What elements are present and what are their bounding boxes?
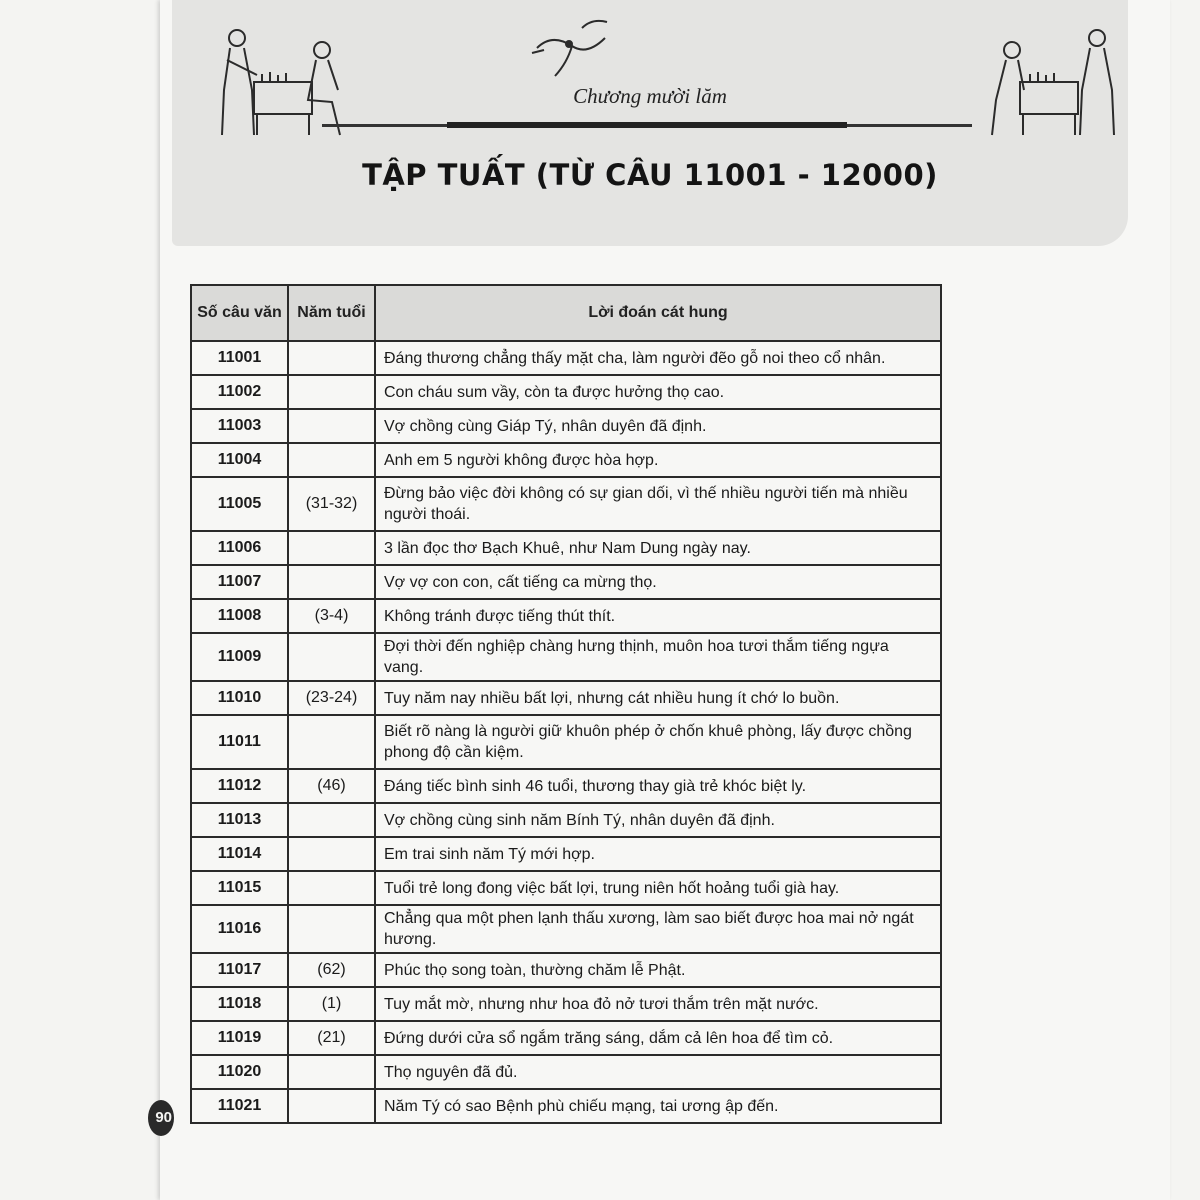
table-row <box>191 1021 941 1055</box>
chapter-rule-accent <box>447 122 847 128</box>
cell-age <box>288 409 375 443</box>
table-row <box>191 871 941 905</box>
cell-number: 11003 <box>191 409 288 443</box>
bird-illustration <box>527 8 617 83</box>
chess-players-illustration-left <box>212 20 352 140</box>
cell-number: 11011 <box>191 715 288 769</box>
cell-number: 11021 <box>191 1089 288 1123</box>
cell-prediction: Em trai sinh năm Tý mới hợp. <box>375 837 941 871</box>
cell-number: 11002 <box>191 375 288 409</box>
book-page <box>160 0 1170 1200</box>
table-row <box>191 769 941 803</box>
cell-number: 11019 <box>191 1021 288 1055</box>
cell-number: 11010 <box>191 681 288 715</box>
table-row <box>191 531 941 565</box>
cell-prediction: Đợi thời đến nghiệp chàng hưng thịnh, muôn hoa tươi thắm tiếng ngựa vang. <box>375 633 941 681</box>
table-row <box>191 477 941 531</box>
table-body <box>191 341 941 1123</box>
cell-number: 11016 <box>191 905 288 953</box>
cell-age <box>288 633 375 681</box>
cell-age <box>288 531 375 565</box>
cell-age <box>288 715 375 769</box>
table-row <box>191 803 941 837</box>
cell-prediction: Tuổi trẻ long đong việc bất lợi, trung niên hốt hoảng tuổi già hay. <box>375 871 941 905</box>
cell-prediction: Thọ nguyên đã đủ. <box>375 1055 941 1089</box>
column-header-age: Năm tuổi <box>288 285 375 341</box>
table-row <box>191 1055 941 1089</box>
cell-number: 11001 <box>191 341 288 375</box>
cell-prediction: Vợ vợ con con, cất tiếng ca mừng thọ. <box>375 565 941 599</box>
chapter-label: Chương mười lăm <box>573 84 727 108</box>
table-row <box>191 987 941 1021</box>
cell-age: (23-24) <box>288 681 375 715</box>
cell-age: (1) <box>288 987 375 1021</box>
cell-age <box>288 871 375 905</box>
cell-prediction: Tuy mắt mờ, nhưng như hoa đỏ nở tươi thắm trên mặt nước. <box>375 987 941 1021</box>
page-number: 90 <box>148 1100 174 1136</box>
cell-age <box>288 837 375 871</box>
cell-prediction: Biết rõ nàng là người giữ khuôn phép ở chốn khuê phòng, lấy được chồng phong độ cần kiệm. <box>375 715 941 769</box>
cell-age: (62) <box>288 953 375 987</box>
chapter-header <box>172 0 1128 246</box>
cell-prediction: 3 lần đọc thơ Bạch Khuê, như Nam Dung ngày nay. <box>375 531 941 565</box>
table-row <box>191 409 941 443</box>
cell-number: 11013 <box>191 803 288 837</box>
cell-prediction: Không tránh được tiếng thút thít. <box>375 599 941 633</box>
table-row <box>191 837 941 871</box>
cell-number: 11008 <box>191 599 288 633</box>
cell-age <box>288 443 375 477</box>
column-header-prediction: Lời đoán cát hung <box>375 285 941 341</box>
cell-prediction: Anh em 5 người không được hòa hợp. <box>375 443 941 477</box>
cell-prediction: Con cháu sum vầy, còn ta được hưởng thọ cao. <box>375 375 941 409</box>
column-header-number: Số câu văn <box>191 285 288 341</box>
table-row <box>191 443 941 477</box>
cell-number: 11018 <box>191 987 288 1021</box>
cell-number: 11004 <box>191 443 288 477</box>
table-row <box>191 341 941 375</box>
cell-number: 11012 <box>191 769 288 803</box>
cell-age <box>288 1089 375 1123</box>
cell-age <box>288 1055 375 1089</box>
cell-prediction: Tuy năm nay nhiều bất lợi, nhưng cát nhiều hung ít chớ lo buồn. <box>375 681 941 715</box>
cell-number: 11007 <box>191 565 288 599</box>
table-row <box>191 681 941 715</box>
cell-prediction: Năm Tý có sao Bệnh phù chiếu mạng, tai ương ập đến. <box>375 1089 941 1123</box>
table-row <box>191 1089 941 1123</box>
cell-age: (46) <box>288 769 375 803</box>
cell-number: 11005 <box>191 477 288 531</box>
cell-age <box>288 803 375 837</box>
table-row <box>191 375 941 409</box>
cell-age <box>288 341 375 375</box>
cell-number: 11020 <box>191 1055 288 1089</box>
cell-prediction: Vợ chồng cùng sinh năm Bính Tý, nhân duyên đã định. <box>375 803 941 837</box>
cell-number: 11006 <box>191 531 288 565</box>
cell-number: 11009 <box>191 633 288 681</box>
table-header-row <box>191 285 941 341</box>
fortune-table <box>190 284 942 1124</box>
table-row <box>191 633 941 681</box>
cell-prediction: Đứng dưới cửa sổ ngắm trăng sáng, dắm cả lên hoa để tìm cỏ. <box>375 1021 941 1055</box>
cell-age <box>288 375 375 409</box>
page-title: TẬP TUẤT (TỪ CÂU 11001 - 12000) <box>362 158 938 192</box>
cell-prediction: Đáng thương chẳng thấy mặt cha, làm người đẽo gỗ noi theo cổ nhân. <box>375 341 941 375</box>
cell-age: (31-32) <box>288 477 375 531</box>
cell-number: 11017 <box>191 953 288 987</box>
cell-prediction: Phúc thọ song toàn, thường chăm lễ Phật. <box>375 953 941 987</box>
cell-age <box>288 905 375 953</box>
table-row <box>191 905 941 953</box>
table-row <box>191 599 941 633</box>
cell-prediction: Vợ chồng cùng Giáp Tý, nhân duyên đã định. <box>375 409 941 443</box>
table-row <box>191 953 941 987</box>
table-row <box>191 715 941 769</box>
table-row <box>191 565 941 599</box>
cell-age: (3-4) <box>288 599 375 633</box>
cell-age: (21) <box>288 1021 375 1055</box>
cell-number: 11014 <box>191 837 288 871</box>
cell-prediction: Đừng bảo việc đời không có sự gian dối, vì thế nhiều người tiến mà nhiều người thoái. <box>375 477 941 531</box>
cell-number: 11015 <box>191 871 288 905</box>
cell-prediction: Chẳng qua một phen lạnh thấu xương, làm sao biết được hoa mai nở ngát hương. <box>375 905 941 953</box>
cell-age <box>288 565 375 599</box>
chess-players-illustration-right <box>982 20 1122 140</box>
cell-prediction: Đáng tiếc bình sinh 46 tuổi, thương thay già trẻ khóc biệt ly. <box>375 769 941 803</box>
